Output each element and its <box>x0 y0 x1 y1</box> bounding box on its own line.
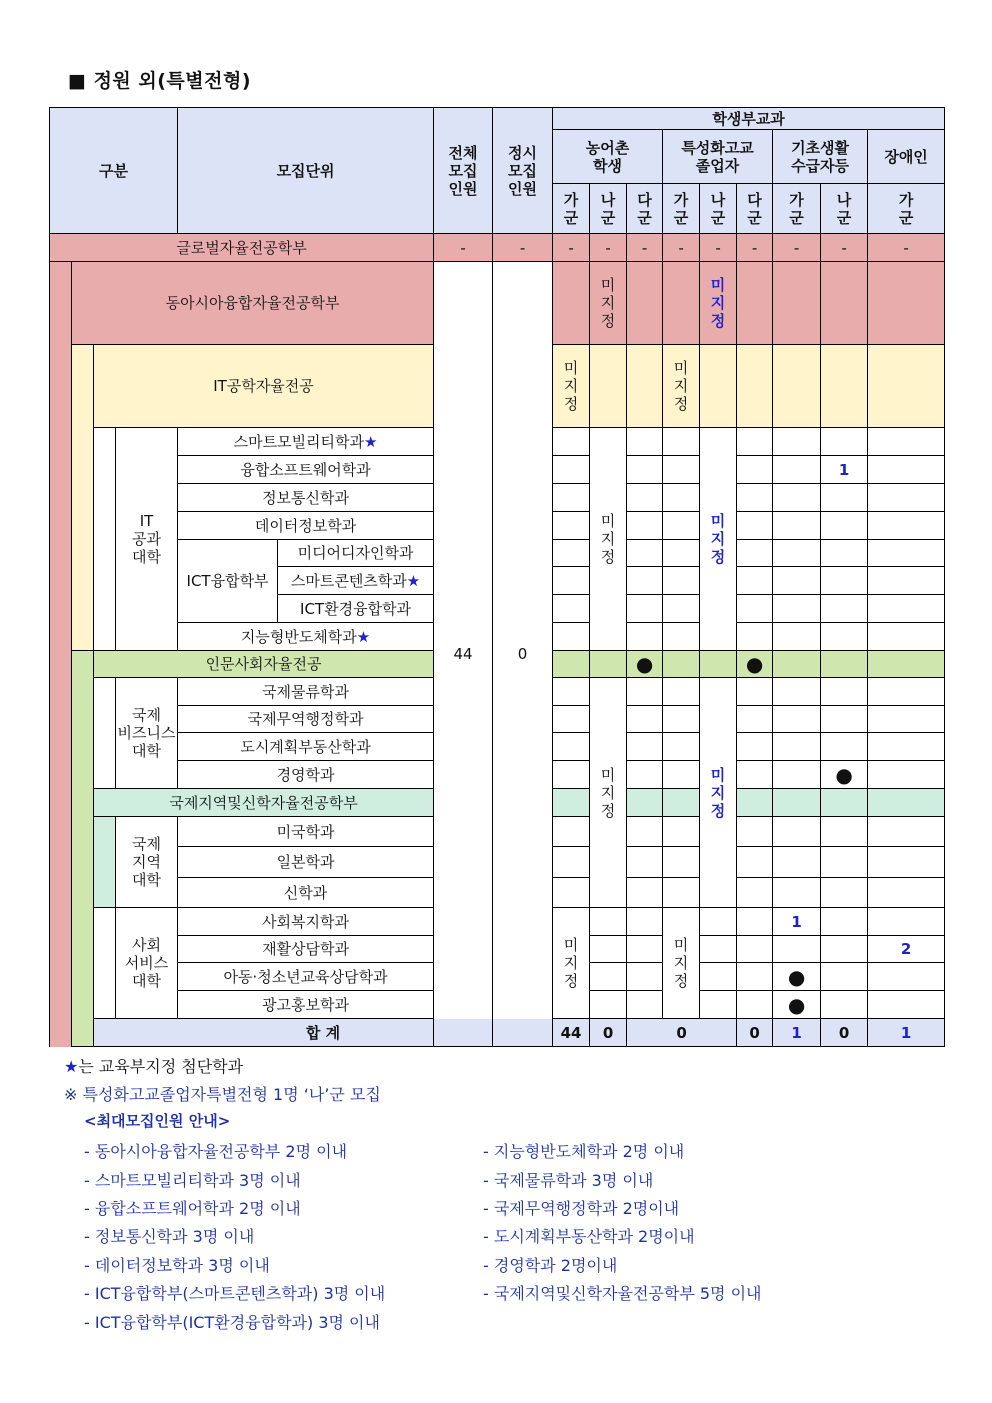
cell-empty <box>773 878 821 908</box>
cell-empty <box>737 817 773 847</box>
cell-empty <box>663 761 700 789</box>
header-basic: 기초생활 수급자등 <box>773 130 868 184</box>
vocational-note: ※ 특성화고교졸업자특별전형 1명 ‘나’군 모집 <box>64 1085 381 1104</box>
cell-not-designated: 미 지 정 <box>590 428 627 651</box>
jeongsi-quota-cell: 0 <box>493 262 553 1047</box>
max-quota-item: - 지능형반도체학과 2명 이내 <box>483 1142 685 1161</box>
cell-empty <box>737 878 773 908</box>
header-gubun: 구분 <box>50 108 178 234</box>
cell-empty <box>868 761 945 789</box>
row-humanities-label: 인문사회자율전공 <box>94 651 434 678</box>
dept-semiconductor: 지능형반도체학과★ <box>178 623 434 651</box>
cell-empty <box>821 651 868 678</box>
cell-empty <box>627 595 663 623</box>
cell-empty <box>821 595 868 623</box>
header-da: 다 군 <box>627 184 663 234</box>
cell-empty <box>868 567 945 595</box>
dept-business: 경영학과 <box>178 761 434 789</box>
cell-empty <box>868 595 945 623</box>
cell-dash: - <box>737 234 773 262</box>
cell-empty <box>700 936 737 963</box>
cell-empty <box>737 678 773 706</box>
row-global-label: 글로벌자율전공학부 <box>50 234 434 262</box>
cell-empty <box>737 733 773 761</box>
cell-dash: - <box>493 234 553 262</box>
cell-empty <box>737 428 773 456</box>
row-east-asia-label: 동아시아융합자율전공학부 <box>72 262 434 345</box>
cell-empty <box>663 878 700 908</box>
cell-empty <box>663 512 700 540</box>
section-title: ■ 정원 외(특별전형) <box>68 70 252 92</box>
cell-value: 1 <box>821 456 868 484</box>
total-quota: 44 <box>553 1019 590 1047</box>
cell-empty <box>737 706 773 733</box>
cell-empty <box>627 428 663 456</box>
cell-empty <box>700 908 737 936</box>
cell-empty <box>663 428 700 456</box>
cell-empty <box>590 991 627 1019</box>
max-quota-item: - 데이터정보학과 3명 이내 <box>84 1256 270 1275</box>
header-total: 전체 모집 인원 <box>434 108 493 234</box>
cell-empty <box>868 991 945 1019</box>
cell-empty <box>821 345 868 428</box>
cell-empty <box>821 878 868 908</box>
cell-empty <box>627 678 663 706</box>
cell-empty <box>821 706 868 733</box>
cell-empty <box>773 595 821 623</box>
cell-empty <box>627 817 663 847</box>
star-icon: ★ <box>364 432 378 451</box>
cell-empty <box>868 733 945 761</box>
cell-empty <box>773 623 821 651</box>
cell-value: 1 <box>773 908 821 936</box>
cell-not-designated: 미 지 정 <box>590 262 627 345</box>
header-jeongsi: 정시 모집 인원 <box>493 108 553 234</box>
star-note: ★는 교육부지정 첨단학과 <box>64 1057 244 1076</box>
cell-empty <box>627 733 663 761</box>
dept-theology: 신학과 <box>178 878 434 908</box>
dept-info-comm: 정보통신학과 <box>178 484 434 512</box>
max-quota-item: - 국제지역및신학자율전공학부 5명 이내 <box>483 1284 762 1303</box>
cell-empty <box>627 456 663 484</box>
college-region-indent <box>94 817 116 908</box>
cell-empty <box>737 847 773 878</box>
cell-dash: - <box>627 234 663 262</box>
cell-not-designated: 미 지 정 <box>663 345 700 428</box>
header-vocational: 특성화고교 졸업자 <box>663 130 773 184</box>
dept-logistics: 국제물류학과 <box>178 678 434 706</box>
cell-empty <box>773 817 821 847</box>
cell-empty <box>663 678 700 706</box>
cell-empty <box>663 567 700 595</box>
cell-empty <box>737 262 773 345</box>
cell-empty <box>553 706 590 733</box>
cell-empty <box>868 908 945 936</box>
cell-empty <box>821 512 868 540</box>
cell-dash: - <box>590 234 627 262</box>
cell-empty <box>737 991 773 1019</box>
cell-empty <box>627 262 663 345</box>
cell-empty <box>868 456 945 484</box>
cell-dash: - <box>700 234 737 262</box>
star-icon: ★ <box>406 571 421 590</box>
cell-dot: ● <box>737 651 773 678</box>
cell-empty <box>821 678 868 706</box>
max-quota-item: - 경영학과 2명이내 <box>483 1256 618 1275</box>
cell-empty <box>627 908 663 936</box>
dept-ict-env: ICT환경융합학과 <box>278 595 434 623</box>
max-quota-item: - 국제물류학과 3명 이내 <box>483 1171 654 1190</box>
dept-convergence-sw: 융합소프트웨어학과 <box>178 456 434 484</box>
cell-empty <box>737 456 773 484</box>
college-it-indent <box>94 428 116 651</box>
dept-youth-counsel: 아동·청소년교육상담학과 <box>178 963 434 991</box>
dept-media-design: 미디어디자인학과 <box>278 540 434 567</box>
cell-empty <box>737 908 773 936</box>
cell-dash: - <box>868 234 945 262</box>
admission-quota-table <box>49 107 945 1047</box>
cell-empty <box>553 484 590 512</box>
cell-empty <box>663 623 700 651</box>
cell-empty <box>821 484 868 512</box>
cell-empty <box>737 963 773 991</box>
college-biz: 국제 비즈니스 대학 <box>116 678 178 789</box>
header-na: 나 군 <box>700 184 737 234</box>
cell-empty <box>553 651 590 678</box>
cell-empty <box>553 428 590 456</box>
cell-empty <box>821 262 868 345</box>
cell-empty <box>868 789 945 817</box>
header-student-dept: 학생부교과 <box>553 108 945 130</box>
total-label: 합 계 <box>94 1019 553 1047</box>
cell-empty <box>553 512 590 540</box>
cell-empty <box>773 651 821 678</box>
cell-empty <box>868 484 945 512</box>
cell-not-designated: 미 지 정 <box>700 262 737 345</box>
max-quota-item: - ICT융합학부(ICT환경융합학과) 3명 이내 <box>84 1313 380 1332</box>
cell-dot: ● <box>627 651 663 678</box>
cell-empty <box>737 512 773 540</box>
cell-empty <box>553 789 590 817</box>
cell-empty <box>627 567 663 595</box>
dept-trade-admin: 국제무역행정학과 <box>178 706 434 733</box>
cell-empty <box>590 345 627 428</box>
cell-empty <box>773 733 821 761</box>
cell-empty <box>737 540 773 567</box>
max-quota-item: - 스마트모빌리티학과 3명 이내 <box>84 1171 301 1190</box>
cell-empty <box>868 428 945 456</box>
cell-empty <box>590 651 627 678</box>
dept-japanese: 일본학과 <box>178 847 434 878</box>
cell-not-designated: 미 지 정 <box>553 908 590 1019</box>
cell-empty <box>868 512 945 540</box>
row-intl-region-label: 국제지역및신학자율전공학부 <box>94 789 434 817</box>
cell-empty <box>868 878 945 908</box>
max-quota-item: - ICT융합학부(스마트콘텐츠학과) 3명 이내 <box>84 1284 386 1303</box>
cell-dash: - <box>663 234 700 262</box>
cell-empty <box>868 963 945 991</box>
cell-empty <box>821 623 868 651</box>
cell-empty <box>868 706 945 733</box>
cell-empty <box>553 595 590 623</box>
cell-empty <box>663 706 700 733</box>
cell-empty <box>663 595 700 623</box>
cell-dot: ● <box>773 963 821 991</box>
cell-empty <box>663 651 700 678</box>
cell-empty <box>868 540 945 567</box>
cell-empty <box>773 789 821 817</box>
cell-empty <box>700 991 737 1019</box>
cell-empty <box>553 456 590 484</box>
cell-empty <box>821 817 868 847</box>
cell-empty <box>737 623 773 651</box>
header-disabled: 장애인 <box>868 130 945 184</box>
cell-dash: - <box>553 234 590 262</box>
cell-empty <box>553 262 590 345</box>
header-ga: 가 군 <box>773 184 821 234</box>
cell-empty <box>553 878 590 908</box>
dept-social-welfare: 사회복지학과 <box>178 908 434 936</box>
cell-not-designated: 미 지 정 <box>553 345 590 428</box>
cell-empty <box>868 817 945 847</box>
cell-empty <box>700 963 737 991</box>
cell-empty <box>868 847 945 878</box>
cell-empty <box>737 567 773 595</box>
cell-empty <box>868 345 945 428</box>
college-region: 국제 지역 대학 <box>116 817 178 908</box>
total-rural: 0 <box>627 1019 737 1047</box>
college-biz-indent <box>94 678 116 789</box>
cell-empty <box>821 908 868 936</box>
cell-empty <box>868 262 945 345</box>
total-voc-da: 0 <box>821 1019 868 1047</box>
cell-empty <box>773 706 821 733</box>
cell-empty <box>868 651 945 678</box>
row-it-major-label: IT공학자율전공 <box>94 345 434 428</box>
cell-dot: ● <box>821 761 868 789</box>
max-quota-item: - 도시계획부동산학과 2명이내 <box>483 1227 695 1246</box>
cell-empty <box>773 262 821 345</box>
level1-border <box>50 262 72 1047</box>
max-quota-title: <최대모집인원 안내> <box>84 1112 231 1130</box>
cell-empty <box>627 878 663 908</box>
cell-empty <box>553 817 590 847</box>
cell-empty <box>737 936 773 963</box>
level2-border-it <box>72 345 94 651</box>
dept-smart-content: 스마트콘텐츠학과★ <box>278 567 434 595</box>
college-it: IT 공과 대학 <box>116 428 178 651</box>
cell-empty <box>663 540 700 567</box>
dept-data-info: 데이터정보학과 <box>178 512 434 540</box>
cell-empty <box>663 847 700 878</box>
cell-empty <box>700 651 737 678</box>
cell-empty <box>773 540 821 567</box>
level2-border-humanities <box>72 651 94 1047</box>
cell-empty <box>627 623 663 651</box>
cell-empty <box>773 345 821 428</box>
cell-empty <box>590 908 627 936</box>
header-ga: 가 군 <box>663 184 700 234</box>
cell-empty <box>663 789 700 817</box>
college-social-indent <box>94 908 116 1019</box>
college-social: 사회 서비스 대학 <box>116 908 178 1019</box>
header-na: 나 군 <box>590 184 627 234</box>
cell-empty <box>590 936 627 963</box>
cell-empty <box>773 484 821 512</box>
max-quota-item: - 국제무역행정학과 2명이내 <box>483 1199 680 1218</box>
cell-empty <box>773 936 821 963</box>
star-icon: ★ <box>64 1057 79 1076</box>
max-quota-item: - 동아시아융합자율전공학부 2명 이내 <box>84 1142 348 1161</box>
total-basic-ga: 1 <box>868 1019 945 1047</box>
cell-empty <box>627 963 663 991</box>
cell-empty <box>553 623 590 651</box>
cell-dot: ● <box>773 991 821 1019</box>
cell-empty <box>553 761 590 789</box>
cell-empty <box>868 678 945 706</box>
cell-not-designated: 미 지 정 <box>663 908 700 1019</box>
cell-empty <box>627 345 663 428</box>
cell-dash: - <box>821 234 868 262</box>
cell-value: 2 <box>868 936 945 963</box>
cell-empty <box>773 428 821 456</box>
cell-empty <box>773 456 821 484</box>
cell-empty <box>737 789 773 817</box>
header-na: 나 군 <box>821 184 868 234</box>
cell-empty <box>821 789 868 817</box>
cell-empty <box>553 847 590 878</box>
header-ga: 가 군 <box>553 184 590 234</box>
cell-empty <box>553 567 590 595</box>
cell-empty <box>627 540 663 567</box>
cell-empty <box>821 991 868 1019</box>
dept-smart-mobility: 스마트모빌리티학과★ <box>178 428 434 456</box>
cell-empty <box>737 484 773 512</box>
cell-empty <box>627 936 663 963</box>
cell-empty <box>663 733 700 761</box>
cell-empty <box>868 623 945 651</box>
cell-empty <box>821 847 868 878</box>
cell-empty <box>700 345 737 428</box>
dept-advertising: 광고홍보학과 <box>178 991 434 1019</box>
cell-empty <box>663 484 700 512</box>
cell-empty <box>663 817 700 847</box>
cell-empty <box>821 567 868 595</box>
cell-empty <box>773 512 821 540</box>
cell-empty <box>663 456 700 484</box>
cell-empty <box>627 484 663 512</box>
cell-empty <box>627 512 663 540</box>
cell-not-designated: 미 지 정 <box>700 428 737 651</box>
cell-not-designated: 미 지 정 <box>590 678 627 908</box>
cell-empty <box>821 936 868 963</box>
cell-dash: - <box>773 234 821 262</box>
cell-empty <box>773 847 821 878</box>
cell-empty <box>553 678 590 706</box>
total-voc-na: 1 <box>773 1019 821 1047</box>
cell-empty <box>553 733 590 761</box>
cell-empty <box>773 761 821 789</box>
cell-empty <box>821 540 868 567</box>
header-da: 다 군 <box>737 184 773 234</box>
total-voc-ga: 0 <box>737 1019 773 1047</box>
dept-rehab: 재활상담학과 <box>178 936 434 963</box>
cell-empty <box>553 540 590 567</box>
header-unit: 모집단위 <box>178 108 434 234</box>
cell-empty <box>627 761 663 789</box>
cell-dash: - <box>434 234 493 262</box>
header-rural: 농어촌 학생 <box>553 130 663 184</box>
cell-empty <box>737 345 773 428</box>
cell-empty <box>627 847 663 878</box>
total-jeongsi: 0 <box>590 1019 627 1047</box>
cell-empty <box>737 761 773 789</box>
cell-empty <box>773 567 821 595</box>
cell-empty <box>627 991 663 1019</box>
cell-empty <box>773 678 821 706</box>
cell-empty <box>821 428 868 456</box>
dept-urban-planning: 도시계획부동산학과 <box>178 733 434 761</box>
max-quota-item: - 정보통신학과 3명 이내 <box>84 1227 255 1246</box>
cell-empty <box>821 733 868 761</box>
cell-empty <box>821 963 868 991</box>
school-ict: ICT융합학부 <box>178 540 278 623</box>
header-ga: 가 군 <box>868 184 945 234</box>
cell-empty <box>627 789 663 817</box>
cell-empty <box>590 963 627 991</box>
max-quota-item: - 융합소프트웨어학과 2명 이내 <box>84 1199 301 1218</box>
cell-empty <box>737 595 773 623</box>
cell-not-designated: 미 지 정 <box>700 678 737 908</box>
total-quota-cell: 44 <box>434 262 493 1047</box>
dept-american: 미국학과 <box>178 817 434 847</box>
star-icon: ★ <box>356 627 371 646</box>
cell-empty <box>663 262 700 345</box>
cell-empty <box>627 706 663 733</box>
